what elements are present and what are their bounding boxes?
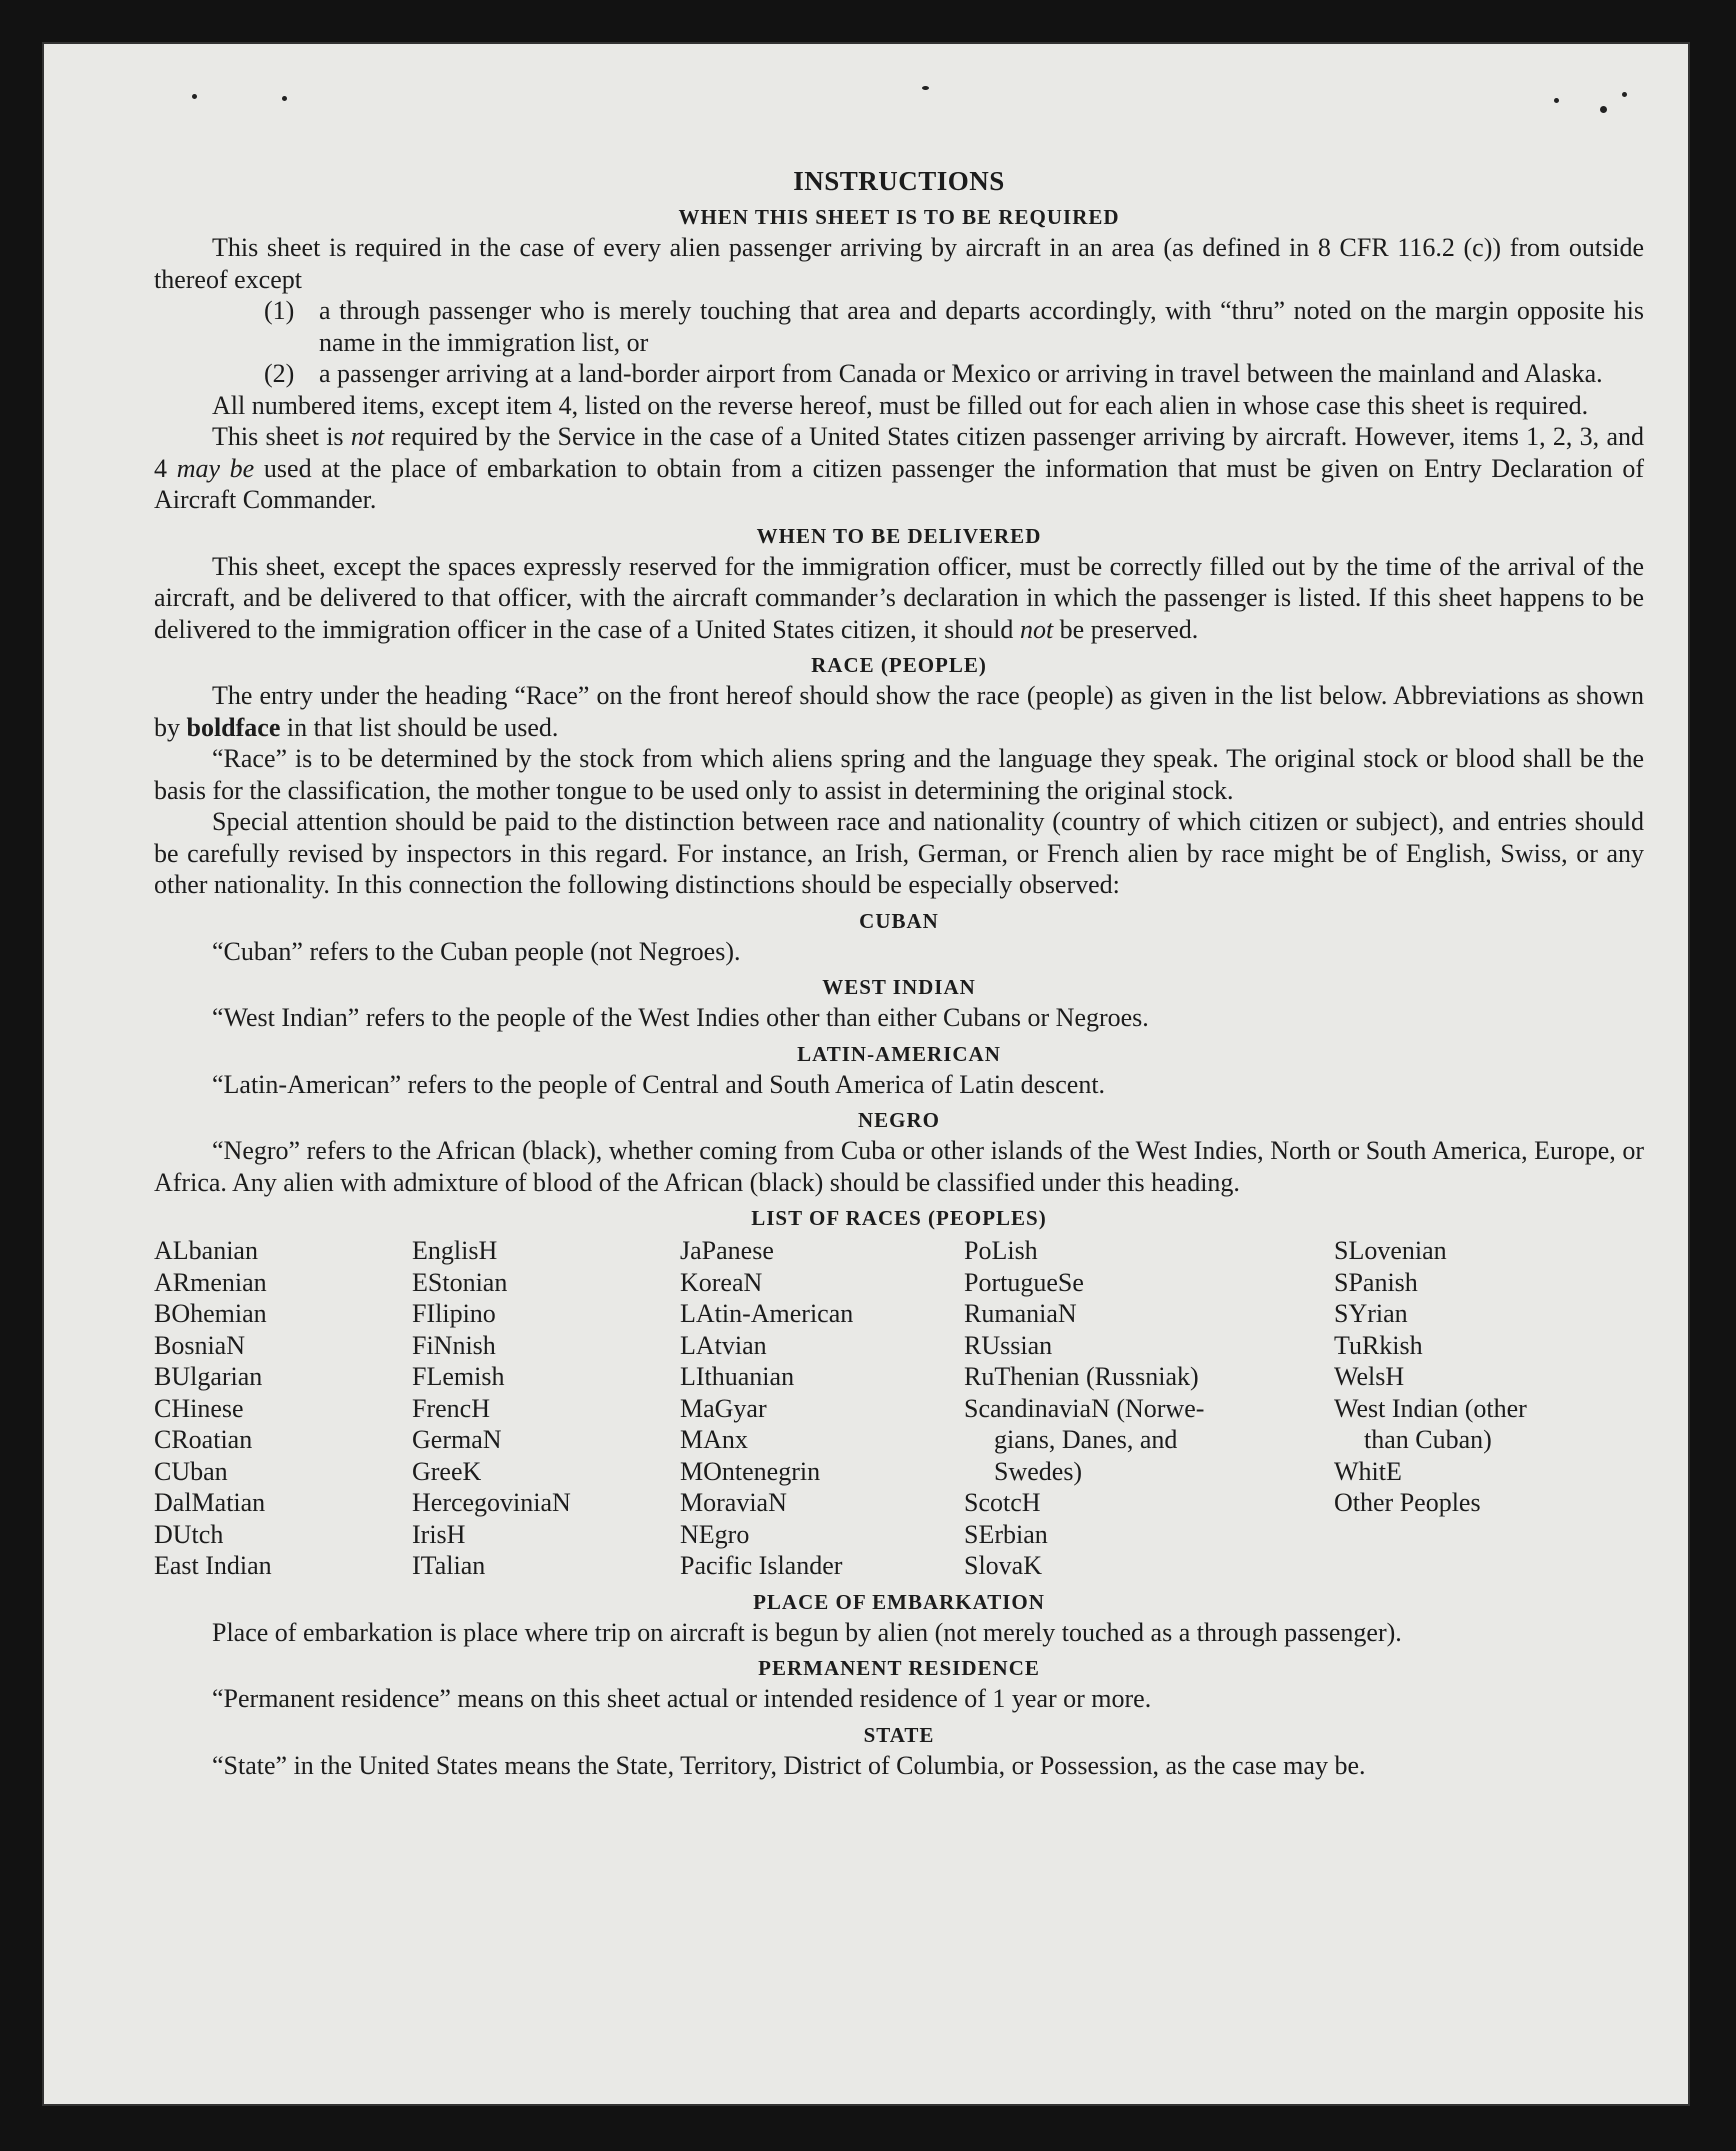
speck-mark [192,94,197,99]
race-entry: BOhemian [154,1299,267,1328]
italic-text: not [350,422,385,451]
race-entry: NEgro [680,1519,750,1549]
speck-mark [1600,106,1607,113]
race-entry: East Indian [154,1551,272,1580]
document-page [42,42,1690,2106]
race-entry: BUlgarian [154,1362,263,1391]
paragraph: Place of embarkation is place where trip on aircraft is begun by alien (not merely touched as a through passenger). [212,1617,1402,1647]
paragraph: This sheet is required in the case of every alien passenger arriving by aircraft in an area (as defined in 8 CFR 116.2 (c)) from outside thereof except [154,233,1644,294]
paragraph: “West Indian” refers to the people of the West Indies other than either Cubans or Negroes. [212,1003,1149,1032]
paragraph [154,680,1644,743]
race-entry: WelsH [1334,1362,1405,1391]
race-entry: RumaniaN [964,1299,1077,1328]
race-entry: CUban [154,1456,228,1486]
race-entry: FIlipino [412,1299,496,1328]
paragraph: “Permanent residence” means on this sheet actual or intended residence of 1 year or more. [212,1684,1152,1713]
race-entry: RuThenian (Russniak) [964,1362,1199,1391]
race-entry: HercegoviniaN [412,1488,571,1517]
race-entry: MAnx [680,1425,748,1454]
race-entry: Swedes) [994,1456,1083,1486]
text-run: be preserved. [1053,614,1199,644]
race-entry: KoreaN [680,1267,763,1297]
race-entry: than Cuban) [1364,1425,1492,1454]
paragraph: “Latin-American” refers to the people of Central and South America of Latin descent. [212,1069,1106,1099]
paragraph [154,421,1644,516]
section-heading-latin-american: LATIN-AMERICAN [797,1041,1001,1066]
race-entry: SlovaK [964,1551,1042,1580]
race-entry: ARmenian [154,1267,267,1297]
item-text: a through passenger who is merely touching that area and departs accordingly, with “thru” noted on the margin opposite his name in the immigration list, or [319,296,1644,357]
race-entry: TuRkish [1334,1330,1423,1360]
race-entry: ScotcH [964,1488,1041,1517]
race-entry: IrisH [412,1519,466,1549]
item-text: a passenger arriving at a land-border airport from Canada or Mexico or arriving in travel between the mainland and Alaska. [319,359,1603,388]
race-entry: ScandinaviaN (Norwe- [964,1393,1205,1423]
race-entry: DUtch [154,1519,224,1549]
race-entry: SPanish [1334,1267,1418,1297]
race-entry: MoraviaN [680,1488,787,1517]
speck-mark [922,86,929,90]
italic-text: may be [176,453,255,483]
paragraph: “Cuban” refers to the Cuban people (not Negroes). [212,936,741,966]
text-run: This sheet, except the spaces expressly reserved for the immigration officer, must be correctly filled out by the time of the arrival of the aircraft, and be delivered to that officer, with the aircraft commander’s declaration in which the passenger is listed. If this sheet happens to be delivered to the immigration officer in the case of a United States citizen, it should [154,551,1644,644]
race-entry: SErbian [964,1519,1048,1549]
race-entry: MaGyar [680,1393,767,1423]
race-entry: EnglisH [412,1236,498,1265]
race-entry: JaPanese [680,1236,774,1265]
race-entry: gians, Danes, and [994,1425,1178,1454]
paragraph: “Race” is to be determined by the stock from which aliens spring and the language they speak. The original stock or blood shall be the basis for the classification, the mother tongue to be used only to assist in determining the original stock. [154,744,1644,805]
text-run: The entry under the heading “Race” on the front hereof should show the race (people) as given in the list below. Abbreviations as shown by [154,681,1644,742]
section-heading-cuban: CUBAN [859,908,939,933]
race-entry: SYrian [1334,1299,1408,1328]
race-entry: LIthuanian [680,1362,795,1391]
section-heading-west-indian: WEST INDIAN [822,975,976,999]
race-entry: FiNnish [412,1330,496,1360]
race-column [1334,1235,1624,1582]
race-entry: RUssian [964,1330,1053,1360]
list-item [264,295,1644,358]
paragraph: “Negro” refers to the African (black), whether coming from Cuba or other islands of the West Indies, North or South America, Europe, or Africa. Any alien with admixture of blood of the African (black) should be classified under this heading. [154,1136,1644,1197]
section-heading-required: WHEN THIS SHEET IS TO BE REQUIRED [678,205,1120,229]
speck-mark [1554,98,1559,103]
race-entry: Other Peoples [1334,1488,1481,1517]
race-entry: LAtin-American [680,1299,854,1328]
italic-text: not [1019,614,1054,644]
race-entry: ALbanian [154,1236,258,1265]
item-number: (2) [264,359,295,388]
section-heading-embarkation: PLACE OF EMBARKATION [753,1589,1045,1614]
paragraph: All numbered items, except item 4, listed on the reverse hereof, must be filled out for each alien in whose case this sheet is required. [212,390,1589,420]
race-entry: DalMatian [154,1488,266,1517]
section-heading-state: STATE [863,1722,935,1747]
race-entry: CRoatian [154,1425,253,1454]
race-entry: PoLish [964,1236,1038,1265]
text-run: used at the place of embarkation to obtain from a citizen passenger the information that must be given on Entry Declaration of Aircraft Commander. [154,453,1645,514]
race-entry: LAtvian [680,1330,767,1360]
race-column [154,1235,412,1582]
list-item [264,358,1644,390]
section-heading-list-of-races: LIST OF RACES (PEOPLES) [751,1206,1047,1230]
race-entry: West Indian (other [1334,1393,1527,1423]
race-entry: GreeK [412,1456,482,1486]
paragraph: “State” in the United States means the State, Territory, District of Columbia, or Possession, as the case may be. [212,1750,1366,1780]
race-entry: MOntenegrin [680,1456,821,1486]
race-entry: BosniaN [154,1330,245,1360]
race-entry: Pacific Islander [680,1551,843,1580]
section-heading-delivered: WHEN TO BE DELIVERED [756,523,1042,548]
race-entry: GermaN [412,1425,502,1454]
race-entry: FLemish [412,1362,505,1391]
paragraph [154,551,1644,646]
race-entry: SLovenian [1334,1236,1447,1265]
paragraph: Special attention should be paid to the distinction between race and nationality (country of which citizen or subject), and entries should be carefully revised by inspectors in this regard. For instance, an Irish, German, or French alien by race might be of English, Swiss, or any other nationality. In this connection the following distinctions should be especially observed: [154,807,1644,899]
race-column [412,1235,680,1582]
race-column [964,1235,1254,1582]
section-heading-permanent-residence: PERMANENT RESIDENCE [758,1656,1040,1680]
speck-mark [1622,92,1627,97]
race-entry: WhitE [1334,1456,1402,1486]
bold-text: boldface [186,712,281,742]
speck-mark [282,96,287,101]
race-entry: ITalian [412,1551,486,1580]
race-entry: EStonian [412,1267,508,1297]
item-number: (1) [264,296,295,325]
page-title: INSTRUCTIONS [793,166,1005,196]
section-heading-race: RACE (PEOPLE) [811,653,987,677]
text-run: in that list should be used. [280,712,559,742]
race-list [154,1235,1644,1582]
text-run: required by the Service in the case of a United States citizen passenger arriving by aircraft. However, items 1, 2, 3, and 4 [154,422,1644,483]
race-column [680,1235,964,1582]
race-entry: CHinese [154,1393,244,1423]
race-entry: PortugueSe [964,1267,1084,1297]
instructions-body [154,122,1644,1781]
race-entry: FrencH [412,1393,490,1423]
text-run: This sheet is [212,422,351,451]
section-heading-negro: NEGRO [857,1108,940,1132]
